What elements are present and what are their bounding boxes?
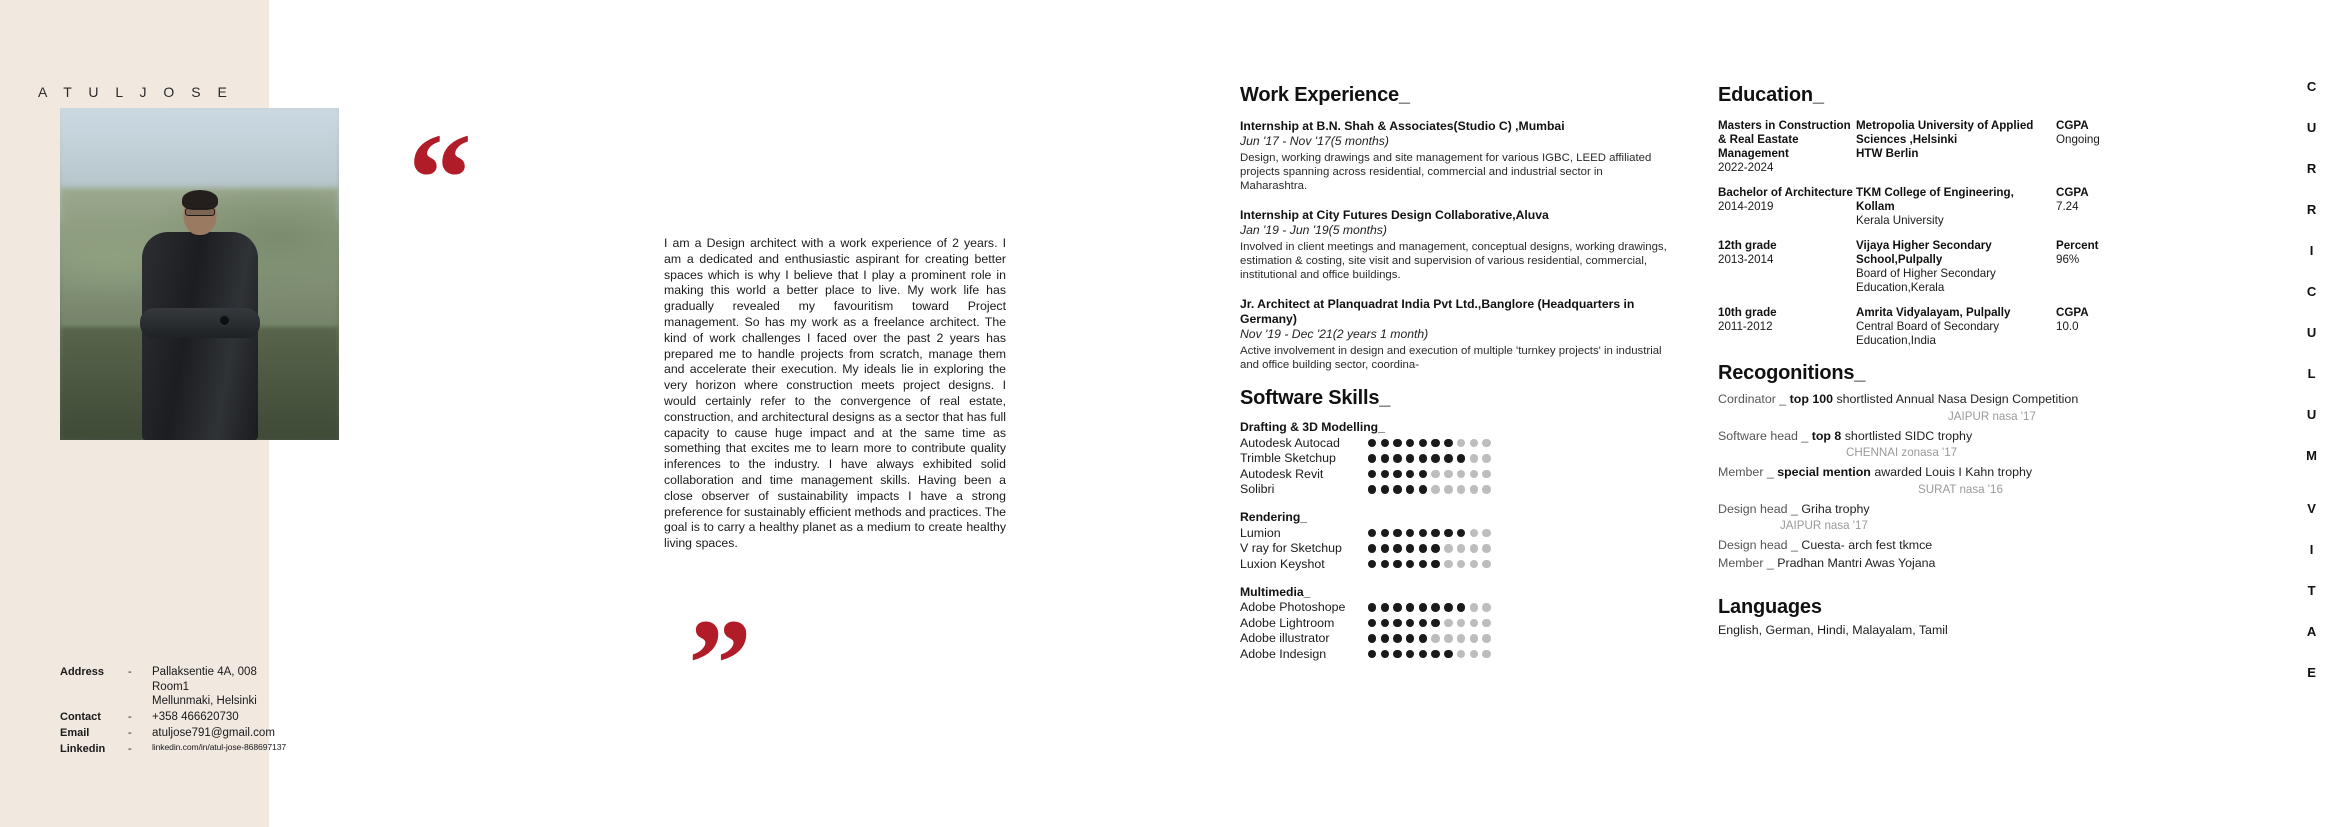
dot-filled: [1419, 529, 1427, 537]
education-institution-cell: [1856, 186, 2056, 228]
address-line-3: Mellunmaki, Helsinki: [152, 695, 257, 708]
skill-group-multimedia: [1240, 585, 1670, 662]
address-line-1: Pallaksentie 4A, 008: [152, 666, 257, 678]
dot-empty: [1457, 485, 1465, 493]
vertical-letter: L: [2307, 366, 2316, 381]
vertical-letter: E: [2307, 665, 2316, 680]
dot-filled: [1393, 560, 1401, 568]
education-institution-cell: [1856, 239, 2056, 295]
contact-row-linkedin: [60, 742, 286, 756]
education-column: [1718, 84, 2218, 637]
vertical-letter: M: [2306, 448, 2317, 463]
recognition-item: [1718, 429, 2218, 445]
education-institution-sub: Kerala University: [1856, 214, 1944, 228]
vertical-letter: U: [2306, 120, 2317, 135]
recognition-role: Member _: [1718, 555, 1774, 570]
dot-empty: [1470, 439, 1478, 447]
skill-name: Adobe Photoshope: [1240, 600, 1346, 615]
skill-rating-dots: [1368, 470, 1491, 478]
dot-filled: [1406, 485, 1414, 493]
skill-rating-dots: [1368, 529, 1491, 537]
dot-empty: [1470, 529, 1478, 537]
education-institution-sub: Central Board of Secondary Education,India: [1856, 320, 2000, 348]
dot-filled: [1393, 529, 1401, 537]
work-experience-heading: Work Experience_: [1240, 84, 1410, 106]
vertical-letter: I: [2309, 243, 2314, 258]
photo-person-watch: [218, 314, 231, 327]
recognition-rest: shortlisted SIDC trophy: [1841, 428, 1973, 443]
dot-filled: [1419, 619, 1427, 627]
work-item-desc: Design, working drawings and site management for various IGBC, LEED affiliated projects spanning across residential, commercial and industrial sector in Maharashtra.: [1240, 151, 1652, 193]
vertical-letter: U: [2306, 325, 2317, 340]
education-degree: Bachelor of Architecture: [1718, 186, 1853, 200]
dot-filled: [1381, 439, 1389, 447]
skill-name: Autodesk Autocad: [1240, 435, 1340, 450]
dot-empty: [1482, 544, 1490, 552]
linkedin-link[interactable]: linkedin.com/in/atul-jose-868697137: [152, 741, 287, 752]
dot-filled: [1393, 650, 1401, 658]
education-degree-cell: [1718, 119, 1856, 175]
dot-filled: [1393, 485, 1401, 493]
recognition-highlight: Griha trophy: [1797, 501, 1870, 516]
dot-filled: [1406, 603, 1414, 611]
dot-filled: [1381, 529, 1389, 537]
dot-filled: [1444, 529, 1452, 537]
dot-filled: [1431, 560, 1439, 568]
dot-filled: [1368, 634, 1376, 642]
vertical-letter: I: [2309, 542, 2314, 557]
recognition-role: Design head _: [1718, 501, 1798, 516]
dot-filled: [1419, 650, 1427, 658]
skill-name: Lumion: [1240, 525, 1281, 540]
education-years: 2013-2014: [1718, 253, 1774, 267]
skill-rating-dots: [1368, 544, 1491, 552]
skill-group-drafting: [1240, 420, 1670, 497]
education-institution-cell: [1856, 306, 2056, 348]
glasses-icon: [185, 208, 215, 216]
dot-filled: [1381, 470, 1389, 478]
dot-filled: [1368, 529, 1376, 537]
dot-empty: [1470, 454, 1478, 462]
education-years: 2022-2024: [1718, 161, 1774, 175]
dot-filled: [1368, 454, 1376, 462]
skill-rating-dots: [1368, 650, 1491, 658]
education-years: 2011-2012: [1718, 320, 1773, 334]
skill-rating-dots: [1368, 634, 1491, 642]
dot-empty: [1457, 650, 1465, 658]
work-item-date: Jun '17 - Nov '17(5 months): [1240, 133, 1389, 148]
dot-filled: [1431, 529, 1439, 537]
education-degree-cell: [1718, 306, 1856, 348]
dot-empty: [1470, 603, 1478, 611]
dot-filled: [1419, 544, 1427, 552]
education-score-cell: [2056, 186, 2146, 228]
dot-filled: [1419, 485, 1427, 493]
dot-empty: [1482, 485, 1490, 493]
work-item-date: Nov '19 - Dec '21(2 years 1 month): [1240, 327, 1429, 342]
recognition-role: Design head _: [1718, 538, 1798, 553]
skill-row: [1240, 600, 1670, 616]
dot-filled: [1368, 603, 1376, 611]
contact-dash: -: [128, 666, 132, 678]
recognition-rest: shortlisted Annual Nasa Design Competition: [1833, 392, 2079, 407]
dot-empty: [1444, 634, 1452, 642]
recognition-item: [1718, 465, 2218, 481]
skill-group-title: Multimedia_: [1240, 584, 1311, 599]
education-row: [1718, 119, 2218, 175]
dot-filled: [1381, 634, 1389, 642]
dot-filled: [1419, 634, 1427, 642]
dot-filled: [1406, 634, 1414, 642]
dot-filled: [1431, 603, 1439, 611]
contact-label: Linkedin: [60, 742, 106, 755]
email-value[interactable]: atuljose791@gmail.com: [152, 726, 275, 739]
education-score-value: 96%: [2056, 253, 2080, 267]
education-score-label: Percent: [2056, 239, 2099, 253]
education-years: 2014-2019: [1718, 200, 1774, 214]
skill-row: [1240, 615, 1670, 631]
education-institution-cell: [1856, 119, 2056, 175]
dot-filled: [1406, 544, 1414, 552]
dot-filled: [1393, 470, 1401, 478]
dot-filled: [1419, 439, 1427, 447]
education-institution: Amrita Vidyalayam, Pulpally: [1856, 306, 2011, 320]
education-score-value: Ongoing: [2056, 133, 2100, 147]
dot-filled: [1419, 560, 1427, 568]
dot-filled: [1368, 560, 1376, 568]
work-item: [1240, 297, 1670, 372]
work-item-desc: Involved in client meetings and management, conceptual designs, working drawings, estimation & costing, site visit and supervision of various residential, commercial, institutional and office buildings.: [1240, 240, 1667, 282]
work-item-date: Jan '19 - Jun '19(5 months): [1240, 223, 1387, 238]
work-item: [1240, 119, 1670, 193]
recognitions-heading: Recogonitions_: [1718, 362, 1866, 385]
education-score-cell: [2056, 119, 2146, 175]
education-degree-cell: [1718, 186, 1856, 228]
skill-rating-dots: [1368, 560, 1491, 568]
dot-empty: [1444, 544, 1452, 552]
dot-filled: [1444, 650, 1452, 658]
contact-dash: -: [128, 726, 132, 739]
dot-filled: [1431, 619, 1439, 627]
skill-rating-dots: [1368, 439, 1491, 447]
skill-row: [1240, 525, 1670, 541]
recognition-role: Cordinator _: [1718, 392, 1787, 407]
quote-open-icon: “: [408, 107, 472, 249]
dot-empty: [1457, 544, 1465, 552]
dot-filled: [1457, 529, 1465, 537]
recognition-role: Software head _: [1718, 428, 1809, 443]
skill-row: [1240, 451, 1670, 467]
dot-filled: [1406, 560, 1414, 568]
skill-row: [1240, 631, 1670, 647]
contact-label: Address: [60, 666, 105, 678]
page-title: A T U L J O S E: [38, 84, 234, 100]
recognition-highlight: top 8: [1808, 428, 1842, 443]
contact-row-phone: [60, 710, 286, 725]
recognition-item: [1718, 556, 2218, 572]
skill-row: [1240, 435, 1670, 451]
dot-filled: [1406, 454, 1414, 462]
contact-value: [152, 665, 257, 709]
dot-filled: [1444, 603, 1452, 611]
education-score-label: CGPA: [2056, 306, 2089, 320]
dot-empty: [1470, 470, 1478, 478]
bio-paragraph: I am a Design architect with a work experience of 2 years. I am a dedicated and enthusiastic aspirant for creating better spaces which is why I believe that I play a prominent role in making this world a better place to live. My work life has gradually revealed my favouritism toward Project management. So has my work as a freelance architect. The kind of work challenges I faced over the past 2 years has prepared me to handle projects from scratch, manage them and accelerate their execution. My ideals lie in exploring the very horizon where construction meets project designs. I would certainly refer to the convergence of real estate, construction, and architectural designs as a sector that has full capacity to cause huge impact and at the same time as something that excites me to learn more to contribute quality inferences to the industry. I have always exhibited solid collaboration and time management skills. Having been a close observer of sustainability impacts I have a strong preference for sustainably efficient methods and practices. The goal is to carry a healthy planet as a medium to create healthy living spaces.: [664, 236, 1007, 551]
education-row: [1718, 306, 2218, 348]
photo-person-hair: [182, 190, 218, 210]
recognition-item: [1718, 538, 2218, 554]
dot-empty: [1482, 560, 1490, 568]
skill-row: [1240, 541, 1670, 557]
dot-filled: [1381, 560, 1389, 568]
dot-filled: [1419, 454, 1427, 462]
phone-value[interactable]: +358 466620730: [152, 711, 239, 724]
education-score-cell: [2056, 239, 2146, 295]
dot-empty: [1482, 634, 1490, 642]
dot-empty: [1482, 529, 1490, 537]
dot-empty: [1470, 544, 1478, 552]
dot-empty: [1482, 650, 1490, 658]
dot-empty: [1482, 603, 1490, 611]
dot-filled: [1393, 544, 1401, 552]
recognition-highlight: special mention: [1773, 465, 1871, 480]
dot-filled: [1393, 439, 1401, 447]
skill-name: Solibri: [1240, 482, 1275, 497]
education-score-cell: [2056, 306, 2146, 348]
skill-row: [1240, 556, 1670, 572]
dot-filled: [1368, 544, 1376, 552]
dot-empty: [1470, 485, 1478, 493]
dot-filled: [1431, 454, 1439, 462]
dot-filled: [1381, 485, 1389, 493]
education-score-label: CGPA: [2056, 119, 2089, 132]
dot-filled: [1444, 454, 1452, 462]
education-row: [1718, 239, 2218, 295]
skill-name: Adobe Indesign: [1240, 646, 1327, 661]
dot-empty: [1431, 634, 1439, 642]
dot-filled: [1368, 439, 1376, 447]
dot-filled: [1431, 439, 1439, 447]
dot-filled: [1368, 485, 1376, 493]
skill-group-title: Rendering_: [1240, 510, 1308, 525]
education-institution: Vijaya Higher Secondary School,Pulpally: [1856, 239, 1992, 267]
contact-label: Contact: [60, 711, 101, 724]
education-institution: TKM College of Engineering, Kollam: [1856, 186, 2014, 214]
dot-empty: [1457, 634, 1465, 642]
vertical-letter: C: [2306, 284, 2317, 299]
education-score-value: 7.24: [2056, 200, 2079, 214]
dot-filled: [1381, 454, 1389, 462]
contact-row-address: [60, 665, 286, 709]
work-item-title: Jr. Architect at Planquadrat India Pvt Ltd.,Banglore (Headquarters in Germany): [1240, 297, 1635, 327]
dot-empty: [1444, 485, 1452, 493]
vertical-letter: V: [2307, 501, 2316, 516]
quote-close-icon: ”: [688, 593, 752, 735]
skill-rating-dots: [1368, 454, 1491, 462]
work-and-skills-column: [1240, 84, 1670, 675]
education-institution: Metropolia University of Applied Sciences ,Helsinki: [1856, 119, 2034, 147]
dot-empty: [1457, 619, 1465, 627]
profile-photo: [60, 108, 339, 440]
dot-empty: [1444, 470, 1452, 478]
recognition-sub: SURAT nasa '16: [1918, 482, 2003, 496]
dot-empty: [1470, 619, 1478, 627]
education-row: [1718, 186, 2218, 228]
languages-heading: Languages: [1718, 595, 1822, 618]
education-degree: Masters in Construction & Real Eastate Management: [1718, 119, 1851, 161]
education-institution-sub: Board of Higher Secondary Education,Kerala: [1856, 267, 1996, 295]
skill-row: [1240, 646, 1670, 662]
dot-filled: [1406, 650, 1414, 658]
recognition-item: [1718, 392, 2218, 408]
dot-filled: [1393, 454, 1401, 462]
work-item: [1240, 208, 1670, 282]
recognition-sub: JAIPUR nasa '17: [1948, 409, 2036, 423]
vertical-letter: U: [2306, 407, 2317, 422]
vertical-letter: T: [2307, 583, 2316, 598]
recognition-sub: CHENNAI zonasa '17: [1846, 446, 1958, 460]
dot-empty: [1444, 560, 1452, 568]
skill-group-rendering: [1240, 510, 1670, 572]
recognition-highlight: Pradhan Mantri Awas Yojana: [1773, 555, 1936, 570]
vertical-letter: C: [2306, 79, 2317, 94]
dot-filled: [1393, 603, 1401, 611]
education-heading: Education_: [1718, 84, 1824, 106]
vertical-letter: A: [2306, 624, 2317, 639]
dot-filled: [1419, 470, 1427, 478]
dot-filled: [1406, 439, 1414, 447]
education-degree: 12th grade: [1718, 239, 1777, 253]
skill-name: Trimble Sketchup: [1240, 451, 1336, 466]
work-item-title: Internship at B.N. Shah & Associates(Studio C) ,Mumbai: [1240, 119, 1565, 133]
dot-empty: [1444, 619, 1452, 627]
vertical-curriculum-vitae-label: [2306, 80, 2317, 707]
contact-dash: -: [128, 711, 132, 724]
vertical-letter: R: [2306, 161, 2317, 176]
dot-filled: [1381, 650, 1389, 658]
dot-empty: [1482, 439, 1490, 447]
dot-empty: [1431, 470, 1439, 478]
dot-filled: [1419, 603, 1427, 611]
dot-empty: [1470, 560, 1478, 568]
dot-filled: [1406, 470, 1414, 478]
education-score-label: CGPA: [2056, 186, 2089, 200]
dot-filled: [1393, 619, 1401, 627]
recognition-role: Member _: [1718, 465, 1774, 480]
contact-dash: -: [128, 742, 132, 755]
education-degree: 10th grade: [1718, 306, 1777, 320]
dot-filled: [1431, 544, 1439, 552]
photo-person-arms: [140, 308, 260, 338]
languages-list: English, German, Hindi, Malayalam, Tamil: [1718, 622, 1948, 637]
skill-name: Luxion Keyshot: [1240, 556, 1325, 571]
skill-name: Autodesk Revit: [1240, 466, 1324, 481]
contact-block: [60, 665, 286, 757]
skill-name: Adobe Lightroom: [1240, 615, 1335, 630]
skill-rating-dots: [1368, 485, 1491, 493]
dot-empty: [1470, 650, 1478, 658]
dot-filled: [1393, 634, 1401, 642]
software-skills-heading: Software Skills_: [1240, 387, 1391, 410]
dot-filled: [1381, 544, 1389, 552]
skill-row: [1240, 482, 1670, 498]
vertical-letter: R: [2306, 202, 2317, 217]
education-score-value: 10.0: [2056, 320, 2079, 334]
contact-label: Email: [60, 726, 90, 739]
dot-filled: [1368, 619, 1376, 627]
dot-empty: [1482, 454, 1490, 462]
dot-empty: [1457, 439, 1465, 447]
dot-filled: [1406, 619, 1414, 627]
work-item-title: Internship at City Futures Design Collaborative,Aluva: [1240, 208, 1549, 223]
skill-group-title: Drafting & 3D Modelling_: [1240, 420, 1385, 435]
dot-filled: [1368, 470, 1376, 478]
dot-empty: [1457, 470, 1465, 478]
dot-filled: [1406, 529, 1414, 537]
recognition-item: [1718, 502, 2218, 518]
dot-empty: [1482, 619, 1490, 627]
dot-empty: [1482, 470, 1490, 478]
recognition-rest: awarded Louis I Kahn trophy: [1870, 465, 2033, 480]
recognition-highlight: Cuesta- arch fest tkmce: [1797, 538, 1933, 553]
skill-name: Adobe illustrator: [1240, 631, 1330, 646]
dot-filled: [1381, 619, 1389, 627]
skill-name: V ray for Sketchup: [1240, 541, 1342, 556]
dot-empty: [1457, 560, 1465, 568]
dot-filled: [1381, 603, 1389, 611]
education-institution-sub: HTW Berlin: [1856, 147, 1919, 161]
education-degree-cell: [1718, 239, 1856, 295]
recognition-sub: JAIPUR nasa '17: [1780, 519, 1868, 533]
photo-person: [125, 190, 275, 440]
dot-filled: [1457, 603, 1465, 611]
address-line-2: Room1: [152, 680, 190, 693]
dot-filled: [1457, 454, 1465, 462]
dot-empty: [1470, 634, 1478, 642]
work-item-desc: Active involvement in design and execution of multiple 'turnkey projects' in industrial and office building sector, coordina-: [1240, 344, 1662, 372]
skill-rating-dots: [1368, 603, 1491, 611]
skill-row: [1240, 466, 1670, 482]
dot-filled: [1431, 650, 1439, 658]
recognition-highlight: top 100: [1786, 392, 1834, 407]
dot-filled: [1368, 650, 1376, 658]
dot-filled: [1444, 439, 1452, 447]
dot-empty: [1431, 485, 1439, 493]
skill-rating-dots: [1368, 619, 1491, 627]
contact-row-email: [60, 726, 286, 741]
